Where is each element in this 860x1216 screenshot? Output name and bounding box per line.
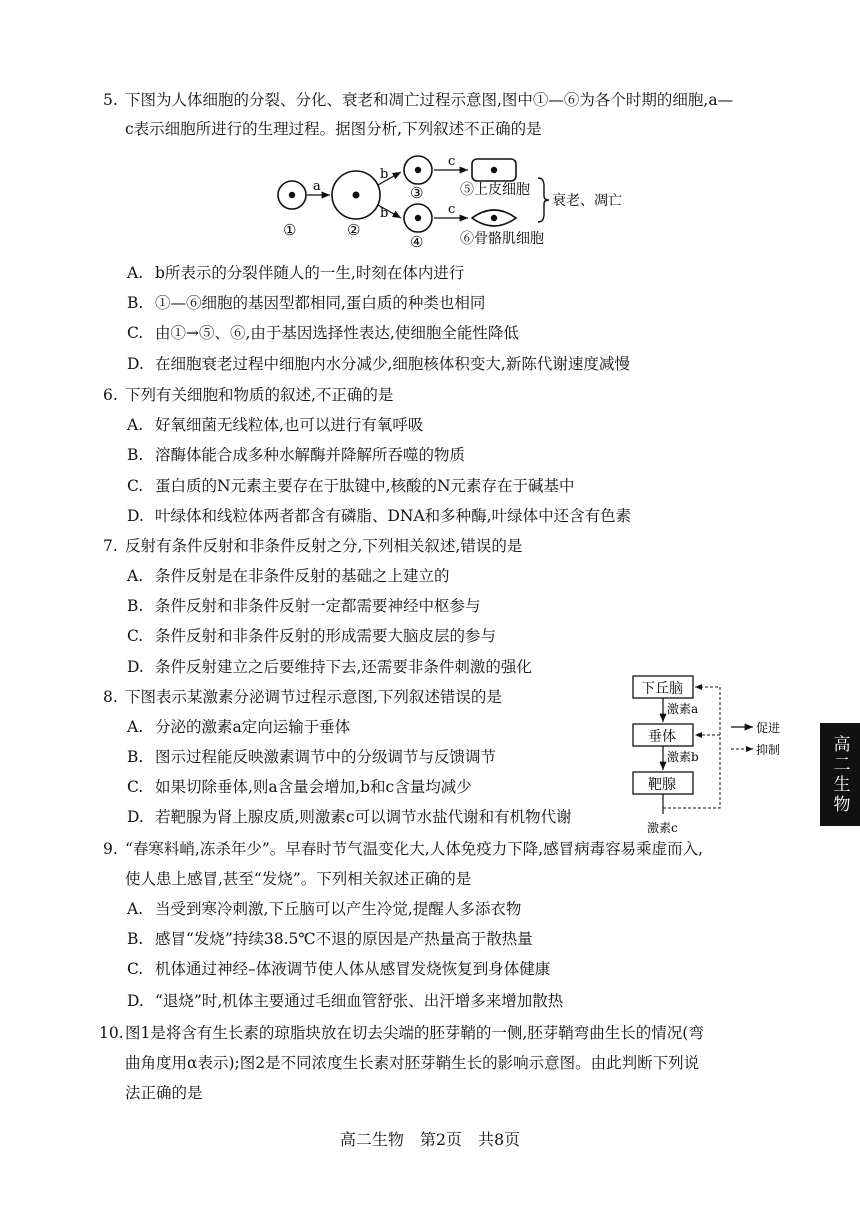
q9-option-c: C. 机体通过神经–体液调节使人体从感冒发烧恢复到身体健康 bbox=[127, 960, 551, 978]
q8-option-c: C. 如果切除垂体,则a含量会增加,b和c含量均减少 bbox=[127, 778, 472, 796]
q8-number: 8. bbox=[103, 688, 118, 706]
cell-4-label: ④ bbox=[410, 233, 424, 250]
cell-process-diagram bbox=[270, 150, 650, 250]
q7-option-c: C. 条件反射和非条件反射的形成需要大脑皮层的参与 bbox=[127, 627, 497, 645]
page-footer: 高二生物 第2页 共8页 bbox=[339, 1130, 521, 1149]
q5-stem-line2: c表示细胞所进行的生理过程。据图分析,下列叙述不正确的是 bbox=[125, 120, 542, 138]
label-c-top: c bbox=[448, 154, 456, 169]
q7-option-a: A. 条件反射是在非条件反射的基础之上建立的 bbox=[127, 567, 450, 585]
cell-5-epithelial bbox=[472, 159, 516, 181]
q6-option-a: A. 好氧细菌无线粒体,也可以进行有氧呼吸 bbox=[127, 416, 424, 434]
pituitary-label: 垂体 bbox=[648, 729, 676, 745]
q9-option-b: B. 感冒“发烧”持续38.5℃不退的原因是产热量高于散热量 bbox=[127, 930, 533, 948]
cell-6-label: ⑥骨骼肌细胞 bbox=[460, 231, 544, 247]
q9-option-a: A. 当受到寒冷刺激,下丘脑可以产生冷觉,提醒人多添衣物 bbox=[127, 900, 522, 918]
hormone-b-label: 激素b bbox=[667, 750, 699, 764]
cell-3 bbox=[404, 156, 432, 184]
q8-option-b: B. 图示过程能反映激素调节中的分级调节与反馈调节 bbox=[127, 748, 497, 766]
hormone-regulation-diagram bbox=[625, 672, 790, 837]
q10-stem-line3: 法正确的是 bbox=[125, 1084, 203, 1102]
brace-text: 衰老、凋亡 bbox=[552, 193, 622, 209]
q5-option-c: C. 由①→⑤、⑥,由于基因选择性表达,使细胞全能性降低 bbox=[127, 324, 519, 342]
q6-number: 6. bbox=[103, 386, 118, 404]
q5-number: 5. bbox=[103, 91, 118, 109]
subject-side-tab: 高二生物 bbox=[820, 723, 860, 826]
q6-option-b: B. 溶酶体能合成多种水解酶并降解所吞噬的物质 bbox=[127, 446, 466, 464]
q6-option-c: C. 蛋白质的N元素主要存在于肽键中,核酸的N元素存在于碱基中 bbox=[127, 477, 575, 495]
q5-option-b: B. ①—⑥细胞的基因型都相同,蛋白质的种类也相同 bbox=[127, 294, 486, 312]
hypothalamus-label: 下丘脑 bbox=[641, 681, 683, 697]
cell-5-label: ⑤上皮细胞 bbox=[460, 182, 530, 198]
hormone-c-label: 激素c bbox=[647, 821, 678, 835]
label-a: a bbox=[313, 179, 321, 194]
q9-number: 9. bbox=[103, 840, 118, 858]
q7-stem: 反射有条件反射和非条件反射之分,下列相关叙述,错误的是 bbox=[125, 537, 523, 555]
label-b-bottom: b bbox=[380, 206, 389, 221]
label-b-top: b bbox=[380, 167, 389, 182]
cell-2 bbox=[332, 171, 380, 219]
cell-4 bbox=[404, 204, 432, 232]
cell-2-label: ② bbox=[347, 221, 361, 239]
q9-stem-line1: “春寒料峭,冻杀年少”。早春时节气温变化大,人体免疫力下降,感冒病毒容易乘虚而入, bbox=[125, 840, 704, 858]
brace bbox=[538, 178, 549, 222]
q8-option-a: A. 分泌的激素a定向运输于垂体 bbox=[127, 718, 351, 736]
target-gland-label: 靶腺 bbox=[648, 777, 676, 793]
cell-1 bbox=[278, 181, 306, 209]
q10-number: 10. bbox=[99, 1024, 124, 1042]
cell-1-label: ① bbox=[283, 221, 297, 239]
q10-stem-line1: 图1是将含有生长素的琼脂块放在切去尖端的胚芽鞘的一侧,胚芽鞘弯曲生长的情况(弯 bbox=[125, 1024, 704, 1042]
q7-option-b: B. 条件反射和非条件反射一定都需要神经中枢参与 bbox=[127, 597, 481, 615]
q5-stem-line1: 下图为人体细胞的分裂、分化、衰老和凋亡过程示意图,图中①—⑥为各个时期的细胞,a— bbox=[125, 91, 734, 109]
hormone-a-label: 激素a bbox=[667, 702, 699, 716]
q8-stem: 下图表示某激素分泌调节过程示意图,下列叙述错误的是 bbox=[125, 688, 502, 706]
q5-option-a: A. b所表示的分裂伴随人的一生,时刻在体内进行 bbox=[127, 264, 465, 282]
cell-3-label: ③ bbox=[410, 184, 424, 202]
q10-stem-line2: 曲角度用α表示);图2是不同浓度生长素对胚芽鞘生长的影响示意图。由此判断下列说 bbox=[125, 1054, 700, 1072]
q7-option-d: D. 条件反射建立之后要维持下去,还需要非条件刺激的强化 bbox=[127, 658, 532, 676]
q6-stem: 下列有关细胞和物质的叙述,不正确的是 bbox=[125, 386, 394, 404]
legend-inhibit: 抑制 bbox=[756, 743, 781, 757]
q7-number: 7. bbox=[103, 537, 118, 555]
q5-option-d: D. 在细胞衰老过程中细胞内水分减少,细胞核体积变大,新陈代谢速度减慢 bbox=[127, 355, 630, 373]
q6-option-d: D. 叶绿体和线粒体两者都含有磷脂、DNA和多种酶,叶绿体中还含有色素 bbox=[127, 507, 632, 525]
label-c-bottom: c bbox=[448, 202, 456, 217]
q9-option-d: D. “退烧”时,机体主要通过毛细血管舒张、出汗增多来增加散热 bbox=[127, 992, 564, 1010]
cell-6-muscle bbox=[472, 210, 516, 226]
legend-promote: 促进 bbox=[756, 721, 781, 735]
q9-stem-line2: 使人患上感冒,甚至“发烧”。下列相关叙述正确的是 bbox=[125, 870, 472, 888]
q8-option-d: D. 若靶腺为肾上腺皮质,则激素c可以调节水盐代谢和有机物代谢 bbox=[127, 808, 572, 826]
